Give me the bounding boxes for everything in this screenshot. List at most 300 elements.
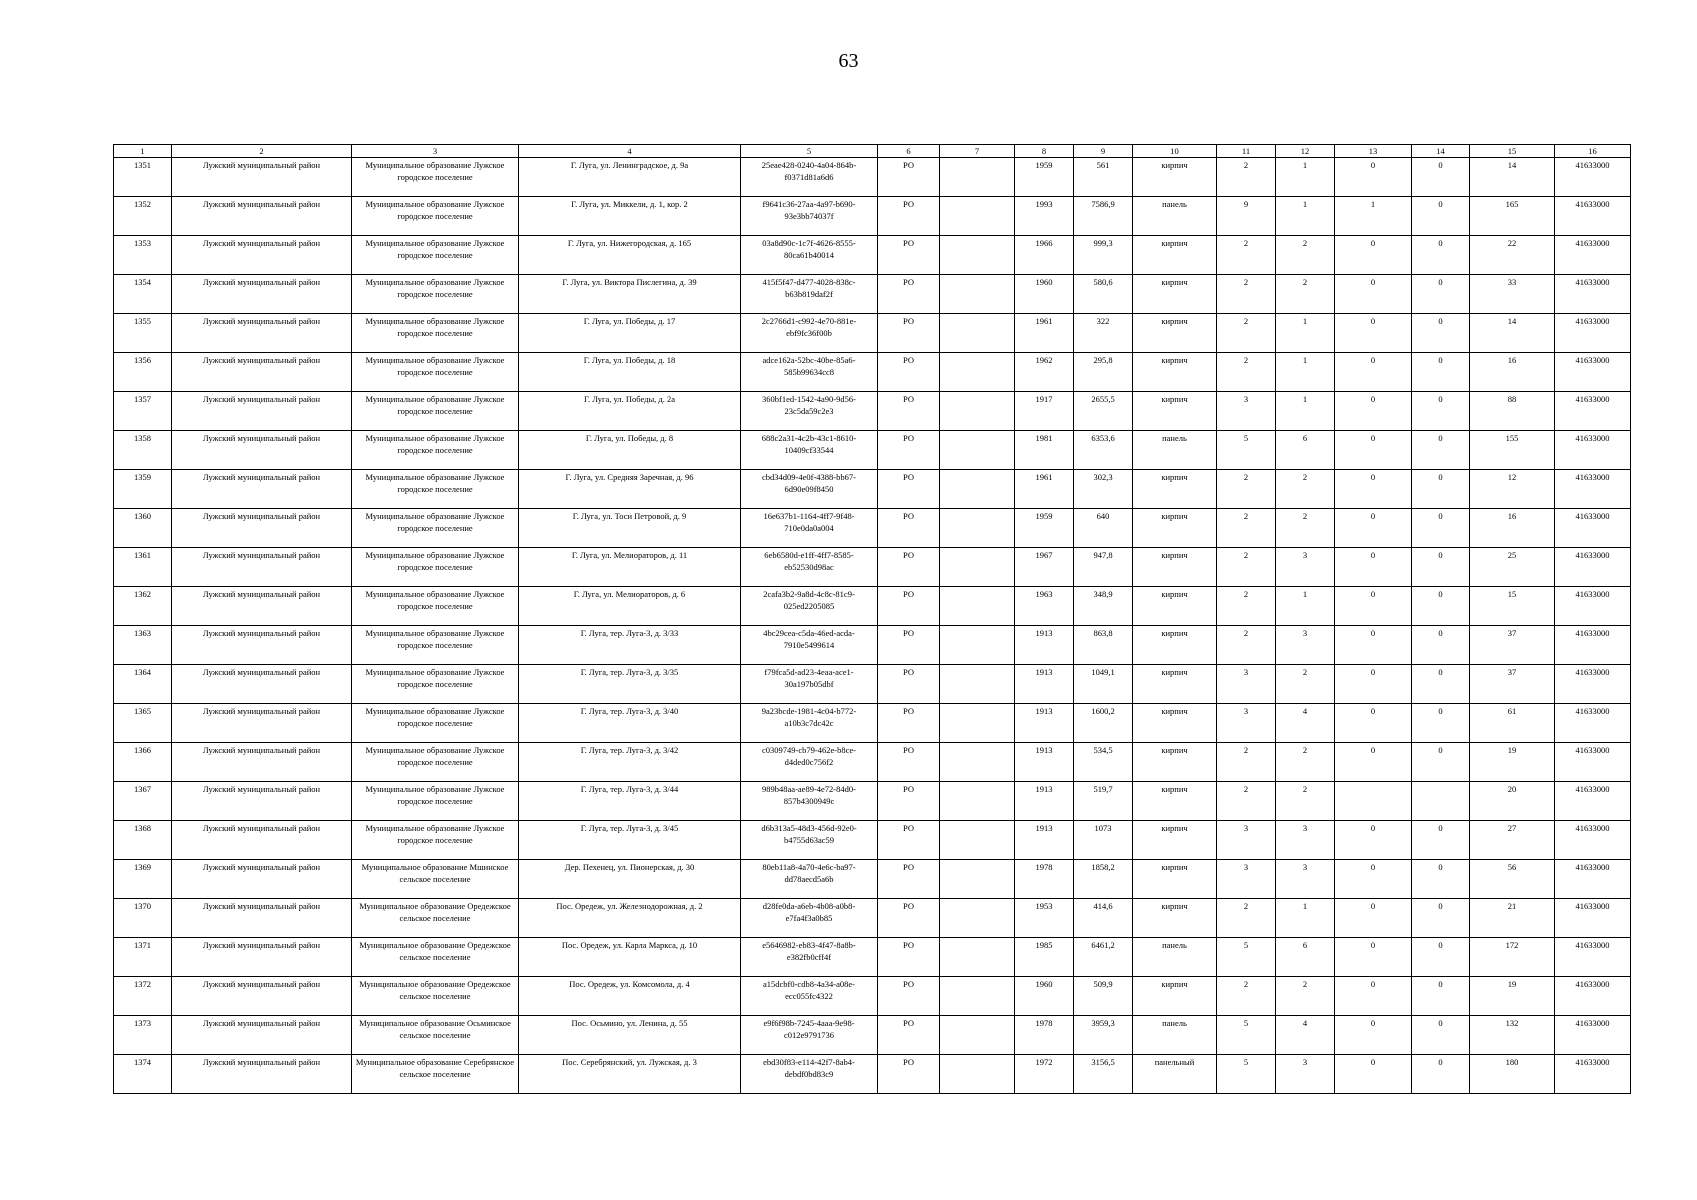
table-cell-col-8: 1963 <box>1015 587 1074 626</box>
table-cell-col-15: 172 <box>1470 938 1555 977</box>
table-cell-col-14: 0 <box>1412 509 1470 548</box>
table-cell-col-5: cbd34d09-4e0f-4388-bb67-6d90e09f8450 <box>741 470 878 509</box>
table-cell-col-2: Лужский муниципальный район <box>172 743 352 782</box>
table-cell-col-12: 3 <box>1276 1055 1335 1094</box>
table-cell-col-4: Г. Луга, ул. Миккели, д. 1, кор. 2 <box>519 197 741 236</box>
table-cell-col-9: 534,5 <box>1074 743 1133 782</box>
table-cell-col-15: 16 <box>1470 353 1555 392</box>
table-cell-col-7 <box>940 977 1015 1016</box>
table-cell-col-8: 1913 <box>1015 821 1074 860</box>
table-cell-col-5: 415f5f47-d477-4028-838c-b63b819daf2f <box>741 275 878 314</box>
table-cell-col-10: кирпич <box>1133 821 1217 860</box>
column-header-15: 15 <box>1470 145 1555 158</box>
table-cell-col-8: 1913 <box>1015 782 1074 821</box>
table-cell-col-6: РО <box>878 860 940 899</box>
table-row <box>114 353 1631 392</box>
table-cell-col-3: Муниципальное образование Лужское городское поселение <box>352 782 519 821</box>
table-cell-col-3: Муниципальное образование Осьминское сельское поселение <box>352 1016 519 1055</box>
table-cell-col-3: Муниципальное образование Лужское городское поселение <box>352 158 519 197</box>
table-cell-col-3: Муниципальное образование Лужское городское поселение <box>352 626 519 665</box>
table-cell-col-11: 2 <box>1217 587 1276 626</box>
table-cell-col-1: 1362 <box>114 587 172 626</box>
page-number: 63 <box>838 50 859 72</box>
table-cell-col-1: 1374 <box>114 1055 172 1094</box>
table-cell-col-13: 0 <box>1335 938 1412 977</box>
table-cell-col-9: 3959,3 <box>1074 1016 1133 1055</box>
table-cell-col-2: Лужский муниципальный район <box>172 938 352 977</box>
table-cell-col-9: 509,9 <box>1074 977 1133 1016</box>
table-cell-col-6: РО <box>878 665 940 704</box>
table-row <box>114 587 1631 626</box>
table-cell-col-6: РО <box>878 1016 940 1055</box>
table-cell-col-2: Лужский муниципальный район <box>172 704 352 743</box>
table-cell-col-14: 0 <box>1412 314 1470 353</box>
table-row <box>114 236 1631 275</box>
table-cell-col-12: 2 <box>1276 665 1335 704</box>
table-cell-col-9: 947,8 <box>1074 548 1133 587</box>
table-cell-col-4: Г. Луга, ул. Победы, д. 8 <box>519 431 741 470</box>
table-cell-col-10: кирпич <box>1133 587 1217 626</box>
table-cell-col-13: 0 <box>1335 1055 1412 1094</box>
table-cell-col-3: Муниципальное образование Лужское городское поселение <box>352 275 519 314</box>
table-cell-col-3: Муниципальное образование Лужское городское поселение <box>352 704 519 743</box>
housing-registry-table <box>113 144 1631 1094</box>
table-cell-col-5: 688c2a31-4c2b-43c1-8610-10409cf33544 <box>741 431 878 470</box>
table-cell-col-11: 2 <box>1217 743 1276 782</box>
table-cell-col-3: Муниципальное образование Оредежское сельское поселение <box>352 977 519 1016</box>
column-header-14: 14 <box>1412 145 1470 158</box>
table-cell-col-7 <box>940 860 1015 899</box>
table-cell-col-3: Муниципальное образование Лужское городское поселение <box>352 236 519 275</box>
table-cell-col-4: Г. Луга, ул. Ленинградское, д. 9а <box>519 158 741 197</box>
table-cell-col-6: РО <box>878 353 940 392</box>
table-body <box>114 158 1631 1094</box>
table-cell-col-8: 1913 <box>1015 626 1074 665</box>
table-cell-col-3: Муниципальное образование Лужское городское поселение <box>352 353 519 392</box>
table-cell-col-6: РО <box>878 587 940 626</box>
table-cell-col-2: Лужский муниципальный район <box>172 470 352 509</box>
table-cell-col-5: ebd30f83-e114-42f7-8ab4-debdf0bd83c9 <box>741 1055 878 1094</box>
table-cell-col-5: 4bc29cea-c5da-46ed-acda-7910e5499614 <box>741 626 878 665</box>
table-cell-col-1: 1363 <box>114 626 172 665</box>
table-cell-col-13: 0 <box>1335 275 1412 314</box>
table-cell-col-5: adce162a-52bc-40be-85a6-585b99634cc8 <box>741 353 878 392</box>
table-cell-col-11: 2 <box>1217 626 1276 665</box>
table-cell-col-5: 9a23bcde-1981-4c04-b772-a10b3c7dc42c <box>741 704 878 743</box>
table-cell-col-9: 1049,1 <box>1074 665 1133 704</box>
table-cell-col-15: 165 <box>1470 197 1555 236</box>
table-cell-col-4: Г. Луга, тер. Луга-3, д. 3/45 <box>519 821 741 860</box>
table-cell-col-8: 1917 <box>1015 392 1074 431</box>
table-cell-col-8: 1953 <box>1015 899 1074 938</box>
table-row <box>114 743 1631 782</box>
table-cell-col-14: 0 <box>1412 353 1470 392</box>
table-cell-col-12: 3 <box>1276 860 1335 899</box>
table-cell-col-1: 1365 <box>114 704 172 743</box>
table-cell-col-16: 41633000 <box>1555 236 1631 275</box>
table-cell-col-11: 3 <box>1217 665 1276 704</box>
table-cell-col-6: РО <box>878 782 940 821</box>
table-cell-col-11: 2 <box>1217 236 1276 275</box>
table-cell-col-9: 3156,5 <box>1074 1055 1133 1094</box>
column-header-6: 6 <box>878 145 940 158</box>
table-cell-col-12: 1 <box>1276 197 1335 236</box>
table-cell-col-14: 0 <box>1412 275 1470 314</box>
table-cell-col-10: кирпич <box>1133 158 1217 197</box>
table-cell-col-12: 6 <box>1276 431 1335 470</box>
table-cell-col-2: Лужский муниципальный район <box>172 860 352 899</box>
table-cell-col-10: кирпич <box>1133 899 1217 938</box>
table-cell-col-7 <box>940 782 1015 821</box>
column-header-2: 2 <box>172 145 352 158</box>
table-cell-col-7 <box>940 197 1015 236</box>
table-cell-col-5: 6eb6580d-e1ff-4ff7-8585-eb52530d98ac <box>741 548 878 587</box>
table-cell-col-6: РО <box>878 899 940 938</box>
table-cell-col-15: 27 <box>1470 821 1555 860</box>
table-cell-col-6: РО <box>878 704 940 743</box>
table-cell-col-7 <box>940 392 1015 431</box>
table-cell-col-16: 41633000 <box>1555 899 1631 938</box>
table-cell-col-6: РО <box>878 548 940 587</box>
table-cell-col-14: 0 <box>1412 197 1470 236</box>
table-row <box>114 860 1631 899</box>
table-cell-col-11: 2 <box>1217 275 1276 314</box>
table-cell-col-1: 1372 <box>114 977 172 1016</box>
table-cell-col-8: 1913 <box>1015 665 1074 704</box>
table-cell-col-3: Муниципальное образование Лужское городское поселение <box>352 197 519 236</box>
table-cell-col-15: 22 <box>1470 236 1555 275</box>
table-cell-col-16: 41633000 <box>1555 509 1631 548</box>
table-cell-col-9: 640 <box>1074 509 1133 548</box>
table-cell-col-7 <box>940 743 1015 782</box>
table-cell-col-14: 0 <box>1412 938 1470 977</box>
table-cell-col-1: 1367 <box>114 782 172 821</box>
table-cell-col-12: 1 <box>1276 158 1335 197</box>
table-cell-col-4: Г. Луга, ул. Победы, д. 18 <box>519 353 741 392</box>
table-cell-col-3: Муниципальное образование Мшинское сельское поселение <box>352 860 519 899</box>
table-cell-col-9: 7586,9 <box>1074 197 1133 236</box>
table-cell-col-16: 41633000 <box>1555 782 1631 821</box>
table-cell-col-1: 1357 <box>114 392 172 431</box>
table-cell-col-10: кирпич <box>1133 314 1217 353</box>
table-cell-col-4: Г. Луга, тер. Луга-3, д. 3/35 <box>519 665 741 704</box>
table-cell-col-13: 0 <box>1335 1016 1412 1055</box>
table-cell-col-12: 4 <box>1276 704 1335 743</box>
table-cell-col-4: Пос. Оредеж, ул. Железнодорожная, д. 2 <box>519 899 741 938</box>
table-cell-col-14: 0 <box>1412 626 1470 665</box>
table-cell-col-4: Г. Луга, ул. Мелиораторов, д. 11 <box>519 548 741 587</box>
table-cell-col-9: 6353,6 <box>1074 431 1133 470</box>
table-cell-col-7 <box>940 548 1015 587</box>
table-cell-col-5: 25eae428-0240-4a04-864b-f0371d81a6d6 <box>741 158 878 197</box>
table-cell-col-15: 14 <box>1470 314 1555 353</box>
table-cell-col-16: 41633000 <box>1555 665 1631 704</box>
table-cell-col-5: 989b48aa-ae89-4e72-84d0-857b4300949c <box>741 782 878 821</box>
table-cell-col-9: 519,7 <box>1074 782 1133 821</box>
table-cell-col-14: 0 <box>1412 743 1470 782</box>
table-cell-col-13: 0 <box>1335 353 1412 392</box>
table-row <box>114 821 1631 860</box>
table-cell-col-2: Лужский муниципальный район <box>172 314 352 353</box>
table-cell-col-4: Г. Луга, тер. Луга-3, д. 3/40 <box>519 704 741 743</box>
column-header-13: 13 <box>1335 145 1412 158</box>
table-cell-col-13: 0 <box>1335 548 1412 587</box>
table-cell-col-11: 3 <box>1217 821 1276 860</box>
table-cell-col-12: 2 <box>1276 743 1335 782</box>
table-cell-col-8: 1913 <box>1015 743 1074 782</box>
table-cell-col-15: 88 <box>1470 392 1555 431</box>
table-cell-col-13: 0 <box>1335 626 1412 665</box>
table-cell-col-11: 2 <box>1217 782 1276 821</box>
table-row <box>114 977 1631 1016</box>
table-cell-col-14: 0 <box>1412 431 1470 470</box>
table-cell-col-10: панель <box>1133 197 1217 236</box>
table-row <box>114 1016 1631 1055</box>
table-cell-col-2: Лужский муниципальный район <box>172 899 352 938</box>
table-cell-col-12: 3 <box>1276 821 1335 860</box>
table-cell-col-8: 1959 <box>1015 509 1074 548</box>
table-cell-col-6: РО <box>878 821 940 860</box>
table-cell-col-2: Лужский муниципальный район <box>172 353 352 392</box>
table-cell-col-2: Лужский муниципальный район <box>172 782 352 821</box>
table-cell-col-5: 360bf1ed-1542-4a90-9d56-23c5da59c2e3 <box>741 392 878 431</box>
table-cell-col-2: Лужский муниципальный район <box>172 548 352 587</box>
table-cell-col-5: a15dcbf0-cdb8-4a34-a08e-ecc055fc4322 <box>741 977 878 1016</box>
table-cell-col-13: 0 <box>1335 899 1412 938</box>
table-cell-col-9: 322 <box>1074 314 1133 353</box>
table-cell-col-6: РО <box>878 314 940 353</box>
table-cell-col-9: 999,3 <box>1074 236 1133 275</box>
table-cell-col-8: 1961 <box>1015 470 1074 509</box>
table-cell-col-10: кирпич <box>1133 860 1217 899</box>
column-header-1: 1 <box>114 145 172 158</box>
table-cell-col-14: 0 <box>1412 665 1470 704</box>
table-cell-col-7 <box>940 821 1015 860</box>
table-cell-col-7 <box>940 314 1015 353</box>
table-cell-col-8: 1978 <box>1015 860 1074 899</box>
column-header-5: 5 <box>741 145 878 158</box>
table-cell-col-9: 414,6 <box>1074 899 1133 938</box>
table-cell-col-3: Муниципальное образование Лужское городское поселение <box>352 548 519 587</box>
table-cell-col-8: 1913 <box>1015 704 1074 743</box>
table-cell-col-10: кирпич <box>1133 353 1217 392</box>
table-cell-col-3: Муниципальное образование Оредежское сельское поселение <box>352 899 519 938</box>
table-cell-col-3: Муниципальное образование Лужское городское поселение <box>352 470 519 509</box>
table-cell-col-11: 5 <box>1217 938 1276 977</box>
table-cell-col-1: 1373 <box>114 1016 172 1055</box>
table-cell-col-7 <box>940 236 1015 275</box>
table-cell-col-2: Лужский муниципальный район <box>172 626 352 665</box>
table-cell-col-7 <box>940 275 1015 314</box>
table-cell-col-11: 2 <box>1217 314 1276 353</box>
table-cell-col-5: 80eb11a8-4a70-4e6c-ba97-dd78aecd5a6b <box>741 860 878 899</box>
table-cell-col-15: 21 <box>1470 899 1555 938</box>
table-cell-col-10: кирпич <box>1133 236 1217 275</box>
table-cell-col-3: Муниципальное образование Лужское городское поселение <box>352 821 519 860</box>
table-cell-col-8: 1960 <box>1015 977 1074 1016</box>
table-cell-col-8: 1960 <box>1015 275 1074 314</box>
table-cell-col-16: 41633000 <box>1555 353 1631 392</box>
table-cell-col-12: 2 <box>1276 470 1335 509</box>
table-cell-col-7 <box>940 938 1015 977</box>
table-cell-col-11: 5 <box>1217 1016 1276 1055</box>
table-cell-col-16: 41633000 <box>1555 314 1631 353</box>
table-cell-col-16: 41633000 <box>1555 548 1631 587</box>
table-cell-col-3: Муниципальное образование Серебрянское сельское поселение <box>352 1055 519 1094</box>
table-cell-col-16: 41633000 <box>1555 743 1631 782</box>
table-cell-col-14 <box>1412 782 1470 821</box>
table-cell-col-4: Г. Луга, ул. Победы, д. 17 <box>519 314 741 353</box>
table-cell-col-10: кирпич <box>1133 626 1217 665</box>
table-cell-col-4: Пос. Оредеж, ул. Комсомола, д. 4 <box>519 977 741 1016</box>
table-cell-col-13: 0 <box>1335 158 1412 197</box>
table-cell-col-15: 16 <box>1470 509 1555 548</box>
table-cell-col-5: f79fca5d-ad23-4eaa-ace1-30a197b05dbf <box>741 665 878 704</box>
table-cell-col-15: 132 <box>1470 1016 1555 1055</box>
table-row <box>114 548 1631 587</box>
table-row <box>114 938 1631 977</box>
table-cell-col-7 <box>940 1055 1015 1094</box>
table-cell-col-14: 0 <box>1412 158 1470 197</box>
table-cell-col-1: 1361 <box>114 548 172 587</box>
table-cell-col-16: 41633000 <box>1555 470 1631 509</box>
table-cell-col-9: 863,8 <box>1074 626 1133 665</box>
table-cell-col-12: 1 <box>1276 392 1335 431</box>
column-header-4: 4 <box>519 145 741 158</box>
table-cell-col-3: Муниципальное образование Лужское городское поселение <box>352 587 519 626</box>
table-row <box>114 431 1631 470</box>
table-cell-col-4: Г. Луга, ул. Тоси Петровой, д. 9 <box>519 509 741 548</box>
table-cell-col-13: 0 <box>1335 665 1412 704</box>
table-cell-col-10: кирпич <box>1133 509 1217 548</box>
table-cell-col-16: 41633000 <box>1555 392 1631 431</box>
table-cell-col-10: кирпич <box>1133 743 1217 782</box>
table-cell-col-3: Муниципальное образование Лужское городское поселение <box>352 392 519 431</box>
table-cell-col-13: 0 <box>1335 392 1412 431</box>
table-cell-col-1: 1370 <box>114 899 172 938</box>
table-cell-col-15: 19 <box>1470 977 1555 1016</box>
table-cell-col-4: Пос. Осьмино, ул. Ленина, д. 55 <box>519 1016 741 1055</box>
table-cell-col-16: 41633000 <box>1555 977 1631 1016</box>
table-cell-col-1: 1354 <box>114 275 172 314</box>
table-cell-col-10: кирпич <box>1133 782 1217 821</box>
table-cell-col-11: 2 <box>1217 509 1276 548</box>
table-cell-col-6: РО <box>878 1055 940 1094</box>
table-cell-col-8: 1962 <box>1015 353 1074 392</box>
table-cell-col-8: 1993 <box>1015 197 1074 236</box>
table-cell-col-10: кирпич <box>1133 704 1217 743</box>
table-cell-col-12: 3 <box>1276 548 1335 587</box>
table-cell-col-16: 41633000 <box>1555 1055 1631 1094</box>
table-cell-col-2: Лужский муниципальный район <box>172 977 352 1016</box>
table-cell-col-15: 25 <box>1470 548 1555 587</box>
table-cell-col-2: Лужский муниципальный район <box>172 392 352 431</box>
table-cell-col-9: 348,9 <box>1074 587 1133 626</box>
table-cell-col-14: 0 <box>1412 899 1470 938</box>
table-cell-col-2: Лужский муниципальный район <box>172 665 352 704</box>
table-cell-col-5: 2cafa3b2-9a8d-4c8c-81c9-025ed2205085 <box>741 587 878 626</box>
table-cell-col-1: 1360 <box>114 509 172 548</box>
table-cell-col-1: 1371 <box>114 938 172 977</box>
table-cell-col-3: Муниципальное образование Лужское городское поселение <box>352 743 519 782</box>
table-cell-col-14: 0 <box>1412 977 1470 1016</box>
table-cell-col-11: 3 <box>1217 860 1276 899</box>
table-row <box>114 509 1631 548</box>
table-cell-col-8: 1985 <box>1015 938 1074 977</box>
table-row <box>114 1055 1631 1094</box>
table-cell-col-2: Лужский муниципальный район <box>172 158 352 197</box>
table-row <box>114 470 1631 509</box>
table-cell-col-9: 580,6 <box>1074 275 1133 314</box>
table-cell-col-6: РО <box>878 431 940 470</box>
table-cell-col-1: 1369 <box>114 860 172 899</box>
table-cell-col-9: 1858,2 <box>1074 860 1133 899</box>
table-cell-col-16: 41633000 <box>1555 197 1631 236</box>
table-cell-col-16: 41633000 <box>1555 431 1631 470</box>
table-cell-col-5: 2c2766d1-c992-4e70-881e-ebf9fc36f00b <box>741 314 878 353</box>
table-cell-col-2: Лужский муниципальный район <box>172 431 352 470</box>
table-cell-col-7 <box>940 509 1015 548</box>
table-cell-col-16: 41633000 <box>1555 938 1631 977</box>
table-cell-col-13 <box>1335 782 1412 821</box>
table-cell-col-13: 1 <box>1335 197 1412 236</box>
table-cell-col-5: 16e637b1-1164-4ff7-9f48-710e0da0a004 <box>741 509 878 548</box>
column-header-8: 8 <box>1015 145 1074 158</box>
table-cell-col-2: Лужский муниципальный район <box>172 587 352 626</box>
table-cell-col-14: 0 <box>1412 704 1470 743</box>
table-cell-col-10: кирпич <box>1133 977 1217 1016</box>
table-cell-col-15: 155 <box>1470 431 1555 470</box>
table-row <box>114 158 1631 197</box>
table-cell-col-6: РО <box>878 509 940 548</box>
table-cell-col-1: 1353 <box>114 236 172 275</box>
column-header-7: 7 <box>940 145 1015 158</box>
table-cell-col-11: 5 <box>1217 431 1276 470</box>
table-cell-col-8: 1981 <box>1015 431 1074 470</box>
table-row <box>114 782 1631 821</box>
column-header-12: 12 <box>1276 145 1335 158</box>
table-cell-col-14: 0 <box>1412 548 1470 587</box>
table-cell-col-13: 0 <box>1335 509 1412 548</box>
table-cell-col-8: 1967 <box>1015 548 1074 587</box>
table-cell-col-2: Лужский муниципальный район <box>172 1016 352 1055</box>
table-cell-col-15: 180 <box>1470 1055 1555 1094</box>
table-cell-col-10: кирпич <box>1133 548 1217 587</box>
table-cell-col-10: панель <box>1133 431 1217 470</box>
table-cell-col-6: РО <box>878 236 940 275</box>
table-cell-col-6: РО <box>878 938 940 977</box>
table-cell-col-5: c0309749-cb79-462e-b8ce-d4ded0c756f2 <box>741 743 878 782</box>
table-cell-col-7 <box>940 158 1015 197</box>
table-cell-col-8: 1961 <box>1015 314 1074 353</box>
table-cell-col-11: 3 <box>1217 392 1276 431</box>
header-row <box>114 145 1631 158</box>
table-cell-col-1: 1358 <box>114 431 172 470</box>
table-cell-col-15: 20 <box>1470 782 1555 821</box>
table-cell-col-15: 15 <box>1470 587 1555 626</box>
table-cell-col-11: 2 <box>1217 470 1276 509</box>
table-cell-col-7 <box>940 431 1015 470</box>
table-cell-col-12: 2 <box>1276 509 1335 548</box>
table-cell-col-15: 33 <box>1470 275 1555 314</box>
table-cell-col-6: РО <box>878 626 940 665</box>
table-cell-col-4: Г. Луга, тер. Луга-3, д. 3/33 <box>519 626 741 665</box>
table-cell-col-11: 2 <box>1217 353 1276 392</box>
table-cell-col-7 <box>940 353 1015 392</box>
table-cell-col-9: 1073 <box>1074 821 1133 860</box>
table-cell-col-1: 1351 <box>114 158 172 197</box>
table-cell-col-6: РО <box>878 470 940 509</box>
